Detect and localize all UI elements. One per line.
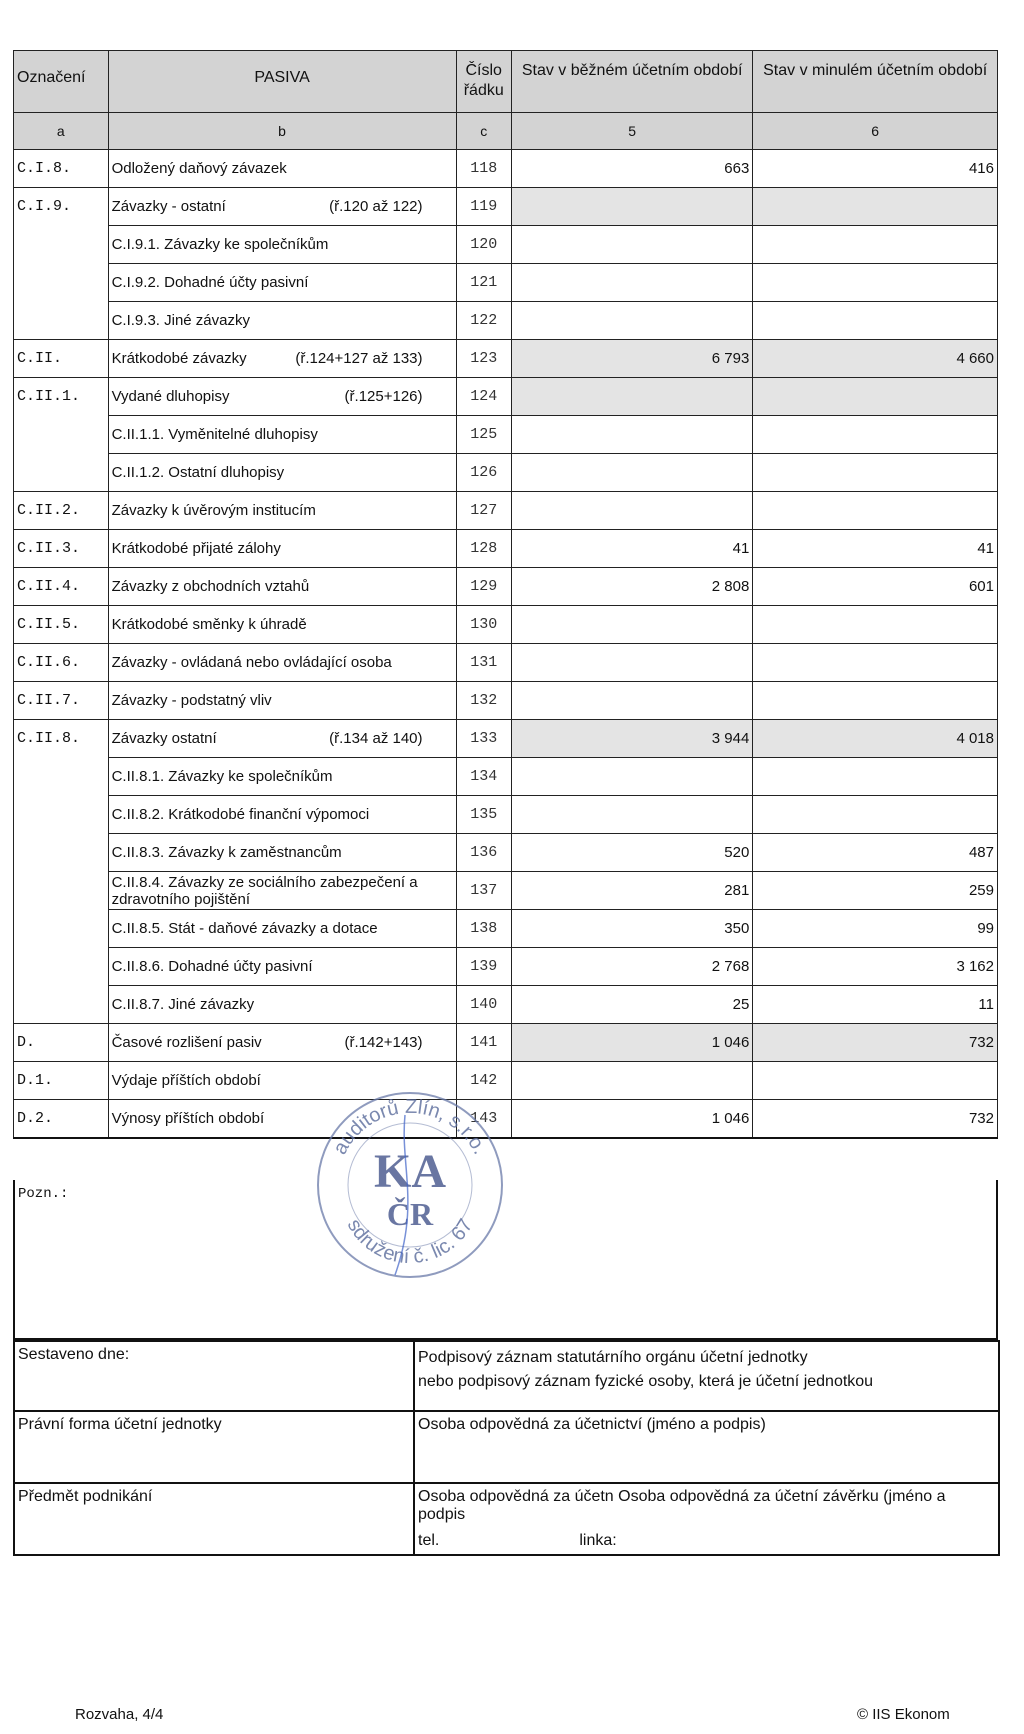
row-line-number: 141: [456, 1024, 511, 1062]
row-current: 2 808: [511, 568, 752, 606]
header-sub-6: 6: [753, 113, 998, 150]
row-name: [108, 226, 456, 264]
row-current: [511, 758, 752, 796]
row-current: [511, 1062, 752, 1100]
row-label: Závazky k úvěrovým institucím: [111, 502, 316, 519]
row-name: [108, 302, 456, 340]
row-line-number: 119: [456, 188, 511, 226]
statement-person-label: Osoba odpovědná za účetn Osoba odpovědná za účetní závěrku (jméno a podpis: [418, 1488, 946, 1523]
row-current: [511, 644, 752, 682]
signature-line-1: Podpisový záznam statutárního orgánu účetní jednotky: [418, 1349, 808, 1366]
auditor-stamp: [310, 1085, 510, 1285]
row-current: 281: [511, 872, 752, 910]
row-previous: [753, 682, 998, 720]
row-code: C.II.3.: [14, 530, 109, 568]
row-line-number: 123: [456, 340, 511, 378]
row-code: C.I.8.: [14, 150, 109, 188]
row-name: [108, 1024, 456, 1062]
row-current: [511, 454, 752, 492]
table-row: [14, 188, 998, 226]
row-line-number: 130: [456, 606, 511, 644]
row-current: [511, 492, 752, 530]
balance-sheet-frame: [13, 50, 998, 1139]
row-label: C.I.9.1. Závazky ke společníkům: [111, 236, 329, 253]
row-previous: [753, 302, 998, 340]
stamp-top-text: auditorů Zlín, s.r.o.: [329, 1095, 492, 1159]
row-previous: [753, 188, 998, 226]
page-footer-right: © IIS Ekonom: [857, 1706, 950, 1723]
row-name: [108, 948, 456, 986]
row-code: [14, 302, 109, 340]
row-name: [108, 416, 456, 454]
row-label: Vydané dluhopisy: [111, 388, 230, 405]
row-previous: [753, 758, 998, 796]
table-row: [14, 986, 998, 1024]
row-ref: (ř.124+127 až 133): [295, 350, 423, 367]
row-label: C.II.8.2. Krátkodobé finanční výpomoci: [111, 806, 370, 823]
row-name: [108, 264, 456, 302]
row-previous: 3 162: [753, 948, 998, 986]
note-label: Pozn.:: [18, 1186, 69, 1202]
row-name: [108, 682, 456, 720]
row-previous: [753, 378, 998, 416]
table-row: [14, 416, 998, 454]
row-label: Krátkodobé závazky: [111, 350, 247, 367]
table-row: [14, 302, 998, 340]
row-previous: 732: [753, 1024, 998, 1062]
compiled-date-cell[interactable]: [14, 1341, 414, 1411]
business-subject-label: Předmět podnikání: [18, 1488, 153, 1505]
row-previous: [753, 606, 998, 644]
row-line-number: 139: [456, 948, 511, 986]
table-row: [14, 378, 998, 416]
row-line-number: 143: [456, 1100, 511, 1138]
table-row: [14, 720, 998, 758]
table-row: [14, 834, 998, 872]
row-code: C.II.7.: [14, 682, 109, 720]
row-code: [14, 416, 109, 454]
row-code: C.II.1.: [14, 378, 109, 416]
row-code: [14, 834, 109, 872]
row-previous: 732: [753, 1100, 998, 1138]
row-previous: 601: [753, 568, 998, 606]
row-line-number: 126: [456, 454, 511, 492]
row-line-number: 138: [456, 910, 511, 948]
row-code: [14, 796, 109, 834]
stamp-mark-cr: ČR: [386, 1196, 434, 1232]
row-name: [108, 758, 456, 796]
row-label: C.I.9.3. Jiné závazky: [111, 312, 250, 329]
row-line-number: 132: [456, 682, 511, 720]
row-label: Závazky - ovládaná nebo ovládající osoba: [111, 654, 392, 671]
row-previous: [753, 264, 998, 302]
table-row: [14, 264, 998, 302]
row-previous: 259: [753, 872, 998, 910]
header-sub-b: b: [108, 113, 456, 150]
accounting-person-cell[interactable]: [414, 1411, 999, 1483]
row-line-number: 142: [456, 1062, 511, 1100]
row-line-number: 127: [456, 492, 511, 530]
row-label: C.II.1.1. Vyměnitelné dluhopisy: [111, 426, 318, 443]
row-line-number: 131: [456, 644, 511, 682]
row-ref: (ř.142+143): [344, 1034, 423, 1051]
row-line-number: 133: [456, 720, 511, 758]
row-previous: 41: [753, 530, 998, 568]
row-current: [511, 226, 752, 264]
row-label: Závazky z obchodních vztahů: [111, 578, 310, 595]
row-current: [511, 378, 752, 416]
row-ref: (ř.120 až 122): [329, 198, 423, 215]
row-label: C.II.8.5. Stát - daňové závazky a dotace: [111, 920, 378, 937]
row-code: [14, 226, 109, 264]
signature-table: [13, 1340, 1000, 1556]
table-row: [14, 872, 998, 910]
row-label: C.II.8.6. Dohadné účty pasivní: [111, 958, 313, 975]
row-code: D.: [14, 1024, 109, 1062]
row-current: [511, 302, 752, 340]
header-subrow: [14, 113, 998, 150]
statement-person-cell[interactable]: [414, 1483, 999, 1555]
row-previous: 416: [753, 150, 998, 188]
row-code: [14, 872, 109, 910]
row-line-number: 129: [456, 568, 511, 606]
row-code: C.II.8.: [14, 720, 109, 758]
row-name: [108, 796, 456, 834]
row-label: Závazky - ostatní: [111, 198, 226, 215]
row-line-number: 118: [456, 150, 511, 188]
row-line-number: 121: [456, 264, 511, 302]
row-label: C.II.8.3. Závazky k zaměstnancům: [111, 844, 342, 861]
row-label: C.I.9.2. Dohadné účty pasivní: [111, 274, 309, 291]
row-code: [14, 910, 109, 948]
page-footer-left: Rozvaha, 4/4: [75, 1706, 164, 1723]
table-row: [14, 226, 998, 264]
table-row: [14, 454, 998, 492]
row-name: [108, 188, 456, 226]
header-row: [14, 51, 998, 113]
row-line-number: 137: [456, 872, 511, 910]
stamp-mark-ka: KA: [374, 1145, 446, 1198]
row-name: [108, 568, 456, 606]
row-previous: 99: [753, 910, 998, 948]
row-current: 1 046: [511, 1100, 752, 1138]
row-line-number: 120: [456, 226, 511, 264]
row-current: 1 046: [511, 1024, 752, 1062]
row-label: C.II.8.7. Jiné závazky: [111, 996, 255, 1013]
row-label: Výdaje příštích období: [111, 1072, 261, 1089]
row-line-number: 136: [456, 834, 511, 872]
row-label: C.II.8.1. Závazky ke společníkům: [111, 768, 333, 785]
signature-line-2: nebo podpisový záznam fyzické osoby, která je účetní jednotkou: [418, 1373, 874, 1390]
row-code: C.I.9.: [14, 188, 109, 226]
table-row: [14, 796, 998, 834]
row-previous: [753, 492, 998, 530]
row-previous: [753, 1062, 998, 1100]
row-line-number: 124: [456, 378, 511, 416]
table-row: [14, 568, 998, 606]
row-previous: 487: [753, 834, 998, 872]
row-code: [14, 264, 109, 302]
row-line-number: 140: [456, 986, 511, 1024]
row-current: [511, 796, 752, 834]
legal-form-cell[interactable]: [14, 1411, 414, 1483]
row-current: 2 768: [511, 948, 752, 986]
statutory-signature-cell[interactable]: [414, 1341, 999, 1411]
row-label: Krátkodobé směnky k úhradě: [111, 616, 307, 633]
row-label: Závazky ostatní: [111, 730, 217, 747]
row-line-number: 122: [456, 302, 511, 340]
row-code: [14, 454, 109, 492]
row-code: C.II.2.: [14, 492, 109, 530]
row-code: D.1.: [14, 1062, 109, 1100]
row-current: 663: [511, 150, 752, 188]
header-sub-c: c: [456, 113, 511, 150]
row-label: Časové rozlišení pasiv: [111, 1034, 262, 1051]
tel-label: tel.: [418, 1532, 440, 1549]
row-current: 6 793: [511, 340, 752, 378]
header-sub-a: a: [14, 113, 109, 150]
row-code: C.II.4.: [14, 568, 109, 606]
row-name: [108, 530, 456, 568]
row-line-number: 134: [456, 758, 511, 796]
row-code: C.II.: [14, 340, 109, 378]
accounting-person-label: Osoba odpovědná za účetnictví (jméno a podpis): [418, 1416, 766, 1433]
row-code: [14, 948, 109, 986]
row-line-number: 135: [456, 796, 511, 834]
row-previous: 4 660: [753, 340, 998, 378]
row-name: [108, 872, 456, 910]
table-row: [14, 150, 998, 188]
table-row: [14, 492, 998, 530]
row-label: C.II.8.4. Závazky ze sociálního zabezpečení a zdravotního pojištění: [111, 873, 418, 908]
row-name: [108, 910, 456, 948]
row-code: [14, 758, 109, 796]
row-label: Krátkodobé přijaté zálohy: [111, 540, 281, 557]
row-label: C.II.1.2. Ostatní dluhopisy: [111, 464, 285, 481]
row-current: 3 944: [511, 720, 752, 758]
row-name: [108, 986, 456, 1024]
row-current: 41: [511, 530, 752, 568]
row-name: [108, 150, 456, 188]
row-previous: [753, 454, 998, 492]
row-current: 350: [511, 910, 752, 948]
header-line-number: Číslo řádku: [456, 51, 511, 113]
row-label: Odložený daňový závazek: [111, 160, 287, 177]
row-code: D.2.: [14, 1100, 109, 1138]
row-ref: (ř.125+126): [344, 388, 423, 405]
row-previous: [753, 226, 998, 264]
row-previous: [753, 416, 998, 454]
table-row: [14, 340, 998, 378]
row-label: Závazky - podstatný vliv: [111, 692, 272, 709]
row-previous: 4 018: [753, 720, 998, 758]
ext-label: linka:: [579, 1532, 617, 1549]
row-name: [108, 378, 456, 416]
row-code: [14, 986, 109, 1024]
row-name: [108, 454, 456, 492]
row-name: [108, 644, 456, 682]
table-row: [14, 948, 998, 986]
header-previous-period: Stav v minulém účetním období: [753, 51, 998, 113]
row-name: [108, 340, 456, 378]
table-row: [14, 682, 998, 720]
business-subject-cell[interactable]: [14, 1483, 414, 1555]
header-liabilities: PASIVA: [108, 51, 456, 113]
row-current: [511, 416, 752, 454]
table-row: [14, 530, 998, 568]
row-line-number: 125: [456, 416, 511, 454]
table-row: [14, 606, 998, 644]
table-row: [14, 1024, 998, 1062]
table-row: [14, 758, 998, 796]
row-previous: [753, 796, 998, 834]
row-name: [108, 720, 456, 758]
row-label: Výnosy příštích období: [111, 1109, 265, 1127]
row-name: [108, 492, 456, 530]
row-name: [108, 834, 456, 872]
row-current: 520: [511, 834, 752, 872]
row-previous: 11: [753, 986, 998, 1024]
liabilities-table: [13, 50, 998, 1139]
row-code: C.II.5.: [14, 606, 109, 644]
row-current: 25: [511, 986, 752, 1024]
compiled-date-label: Sestaveno dne:: [18, 1346, 130, 1363]
table-row: [14, 910, 998, 948]
row-name: [108, 606, 456, 644]
header-designation: Označení: [14, 51, 109, 113]
row-current: [511, 606, 752, 644]
row-line-number: 128: [456, 530, 511, 568]
header-sub-5: 5: [511, 113, 752, 150]
stamp-bottom-text: sdružení č. lic. 67: [342, 1215, 478, 1269]
row-current: [511, 188, 752, 226]
row-code: C.II.6.: [14, 644, 109, 682]
row-current: [511, 264, 752, 302]
row-previous: [753, 644, 998, 682]
row-current: [511, 682, 752, 720]
table-row: [14, 644, 998, 682]
header-current-period: Stav v běžném účetním období: [511, 51, 752, 113]
legal-form-label: Právní forma účetní jednotky: [18, 1416, 222, 1433]
row-ref: (ř.134 až 140): [329, 730, 423, 747]
